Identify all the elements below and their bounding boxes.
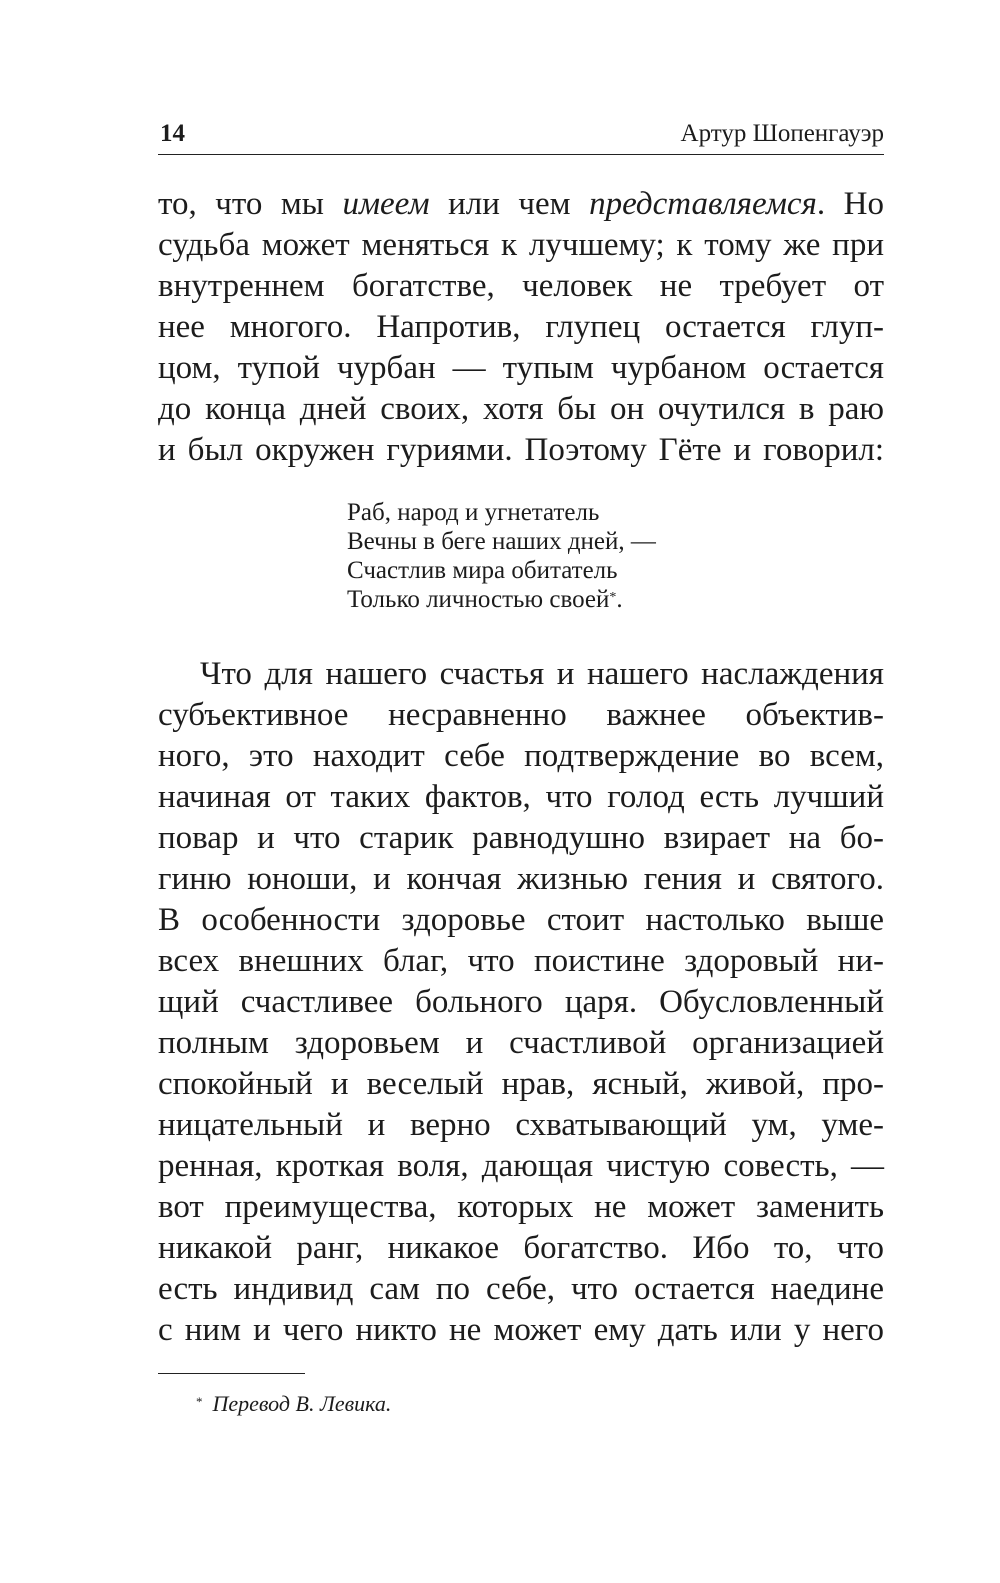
paragraph-2-line: начиная от таких фактов, что голод есть лучший: [158, 779, 884, 815]
running-title: Артур Шопенгауэр: [680, 120, 884, 147]
verse-line-last: Только личностью своей*.: [347, 586, 623, 613]
paragraph-2-line: с ним и чего никто не может ему дать или у него: [158, 1312, 884, 1348]
emphasis-have: имеем: [342, 186, 430, 222]
page-number: 14: [160, 120, 185, 147]
footnote: [196, 1390, 391, 1418]
paragraph-1-line: и был окружен гуриями. Поэтому Гёте и говорил:: [158, 432, 884, 468]
footnote-divider: [158, 1373, 305, 1374]
paragraph-1-line: судьба может меняться к лучшему; к тому же при: [158, 227, 884, 263]
paragraph-2-line: ренная, кроткая воля, дающая чистую совесть, —: [158, 1148, 884, 1184]
running-head: [158, 118, 884, 155]
paragraph-2-line: щий счастливее больного царя. Обусловленный: [158, 984, 884, 1020]
paragraph-2-line: никакой ранг, никакое богатство. Ибо то, что: [158, 1230, 884, 1266]
verse-line: Раб, народ и угнетатель: [347, 499, 600, 526]
paragraph-2-line: В особенности здоровье стоит настолько выше: [158, 902, 884, 938]
paragraph-2-line: спокойный и веселый нрав, ясный, живой, про-: [158, 1066, 884, 1102]
paragraph-2-line: ного, это находит себе подтверждение во всем,: [158, 738, 884, 774]
verse-line: Вечны в беге наших дней, —: [347, 528, 656, 555]
paragraph-2-line: полным здоровьем и счастливой организацией: [158, 1025, 884, 1061]
footnote-mark: *: [196, 1394, 203, 1409]
paragraph-2-line: вот преимущества, которых не может заменить: [158, 1189, 884, 1225]
paragraph-1-line: до конца дней своих, хотя бы он очутился в раю: [158, 391, 884, 427]
verse-line: Счастлив мира обитатель: [347, 557, 618, 584]
paragraph-2-line: гиню юноши, и кончая жизнью гения и святого.: [158, 861, 884, 897]
paragraph-1-line: внутреннем богатстве, человек не требует от: [158, 268, 884, 304]
paragraph-1-line: цом, тупой чурбан — тупым чурбаном остается: [158, 350, 884, 386]
paragraph-2-line: повар и что старик равнодушно взирает на бо-: [158, 820, 884, 856]
footnote-text: Перевод В. Левика.: [212, 1391, 392, 1416]
footnote-reference[interactable]: *: [609, 590, 617, 605]
paragraph-2-line: Что для нашего счастья и нашего наслаждения: [200, 656, 884, 692]
paragraph-1-line: нее многого. Напротив, глупец остается глуп-: [158, 309, 884, 345]
paragraph-1-line-1: то, что мы имеем или чем представляемся. Но: [158, 186, 884, 222]
paragraph-2-line: есть индивид сам по себе, что остается наедине: [158, 1271, 884, 1307]
paragraph-2-line: ницательный и верно схватывающий ум, уме-: [158, 1107, 884, 1143]
emphasis-represent: представляемся: [589, 186, 817, 222]
paragraph-2-line: субъективное несравненно важнее объектив-: [158, 697, 884, 733]
paragraph-2-line: всех внешних благ, что поистине здоровый ни-: [158, 943, 884, 979]
